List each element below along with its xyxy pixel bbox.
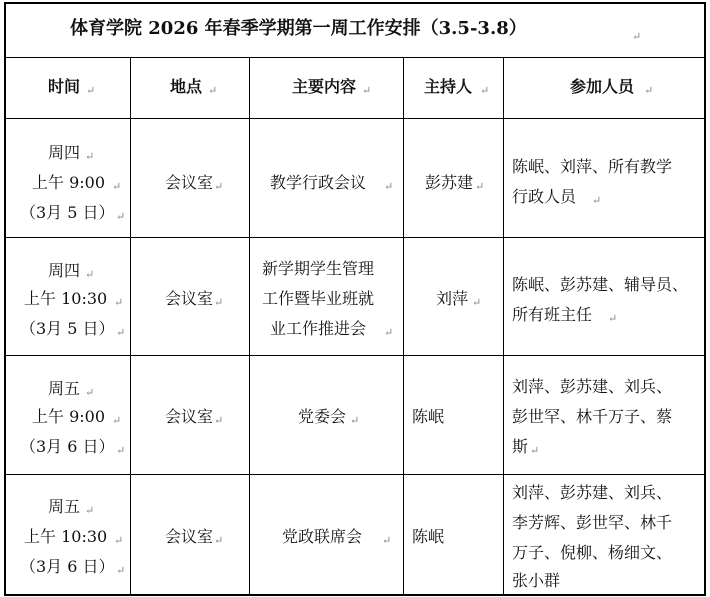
row1-date: （3月 5 日）: [20, 203, 115, 222]
paragraph-mark: ↵: [208, 84, 218, 97]
paragraph-mark: ↵: [112, 414, 122, 427]
row2-weekday: 周四: [48, 261, 81, 280]
paragraph-mark: ↵: [214, 180, 224, 193]
row3-weekday: 周五: [48, 379, 81, 398]
row4-content: 党政联席会: [282, 527, 363, 546]
table-border-header-divider: [4, 118, 705, 119]
row2-attendees-line2: 所有班主任: [512, 305, 593, 324]
table-border-right: [704, 2, 706, 596]
table-border-row1-divider: [4, 237, 705, 238]
paragraph-mark: ↵: [362, 84, 372, 97]
row1-content: 教学行政会议: [270, 173, 367, 192]
row2-host: 刘萍: [436, 289, 469, 308]
row2-time: 上午 10:30: [24, 289, 108, 308]
paragraph-mark: ↵: [214, 296, 224, 309]
header-place: 地点: [170, 77, 203, 96]
paragraph-mark: ↵: [350, 414, 360, 427]
paragraph-mark: ↵: [116, 564, 126, 577]
row3-attendees-line3: 斯: [512, 437, 529, 456]
paragraph-mark: ↵: [85, 504, 95, 517]
paragraph-mark: ↵: [114, 534, 124, 547]
paragraph-mark: ↵: [644, 84, 654, 97]
row4-time: 上午 10:30: [24, 527, 108, 546]
paragraph-mark: ↵: [472, 296, 482, 309]
row1-attendees-line1: 陈岷、刘萍、所有教学: [512, 157, 673, 176]
row4-weekday: 周五: [48, 497, 81, 516]
header-content: 主要内容: [292, 77, 357, 96]
row1-host: 彭苏建: [425, 173, 474, 192]
paragraph-mark: ↵: [592, 194, 602, 207]
paragraph-mark: ↵: [475, 180, 485, 193]
table-column-divider: [249, 57, 250, 596]
row2-attendees-line1: 陈岷、彭苏建、辅导员、: [512, 275, 689, 294]
row2-content-line2: 工作暨毕业班就: [262, 289, 375, 308]
paragraph-mark: ↵: [632, 30, 642, 43]
paragraph-mark: ↵: [116, 444, 126, 457]
table-border-row3-divider: [4, 474, 705, 475]
header-time: 时间: [48, 77, 81, 96]
row4-attendees-line3: 万子、倪柳、杨细文、: [512, 543, 673, 562]
table-border-title-divider: [4, 57, 705, 58]
row3-content: 党委会: [298, 407, 347, 426]
table-column-divider: [503, 57, 504, 596]
paragraph-mark: ↵: [214, 534, 224, 547]
row3-time: 上午 9:00: [32, 407, 106, 426]
table-border-top: [4, 2, 705, 4]
table-border-bottom: [4, 594, 705, 596]
table-border-row2-divider: [4, 355, 705, 356]
row2-date: （3月 5 日）: [20, 319, 115, 338]
table-column-divider: [403, 57, 404, 596]
header-attendees: 参加人员: [570, 77, 635, 96]
paragraph-mark: ↵: [116, 210, 126, 223]
page-title: 体育学院 2026 年春季学期第一周工作安排（3.5-3.8）: [70, 18, 527, 39]
paragraph-mark: ↵: [85, 268, 95, 281]
paragraph-mark: ↵: [530, 444, 540, 457]
paragraph-mark: ↵: [480, 84, 490, 97]
row3-attendees-line2: 彭世罕、林千万子、蔡: [512, 407, 673, 426]
paragraph-mark: ↵: [116, 326, 126, 339]
row3-date: （3月 6 日）: [20, 437, 115, 456]
paragraph-mark: ↵: [85, 386, 95, 399]
header-host: 主持人: [424, 77, 473, 96]
row4-place: 会议室: [165, 527, 214, 546]
table-border-left: [4, 2, 6, 596]
paragraph-mark: ↵: [112, 180, 122, 193]
row4-attendees-line4: 张小群: [512, 571, 561, 590]
row1-attendees-line2: 行政人员: [512, 187, 577, 206]
row4-attendees-line2: 李芳辉、彭世罕、林千: [512, 513, 673, 532]
row4-attendees-line1: 刘萍、彭苏建、刘兵、: [512, 483, 673, 502]
row2-place: 会议室: [165, 289, 214, 308]
row4-host: 陈岷: [412, 527, 445, 546]
paragraph-mark: ↵: [384, 180, 394, 193]
paragraph-mark: ↵: [384, 326, 394, 339]
paragraph-mark: ↵: [608, 312, 618, 325]
paragraph-mark: ↵: [214, 414, 224, 427]
paragraph-mark: ↵: [85, 150, 95, 163]
row1-place: 会议室: [165, 173, 214, 192]
row4-date: （3月 6 日）: [20, 557, 115, 576]
row2-content-line3: 业工作推进会: [270, 319, 367, 338]
row1-time: 上午 9:00: [32, 173, 106, 192]
row2-content-line1: 新学期学生管理: [262, 259, 375, 278]
row3-attendees-line1: 刘萍、彭苏建、刘兵、: [512, 377, 673, 396]
row3-host: 陈岷: [412, 407, 445, 426]
table-column-divider: [130, 57, 131, 596]
paragraph-mark: ↵: [114, 296, 124, 309]
paragraph-mark: ↵: [86, 84, 96, 97]
row1-weekday: 周四: [48, 143, 81, 162]
row3-place: 会议室: [165, 407, 214, 426]
paragraph-mark: ↵: [382, 534, 392, 547]
